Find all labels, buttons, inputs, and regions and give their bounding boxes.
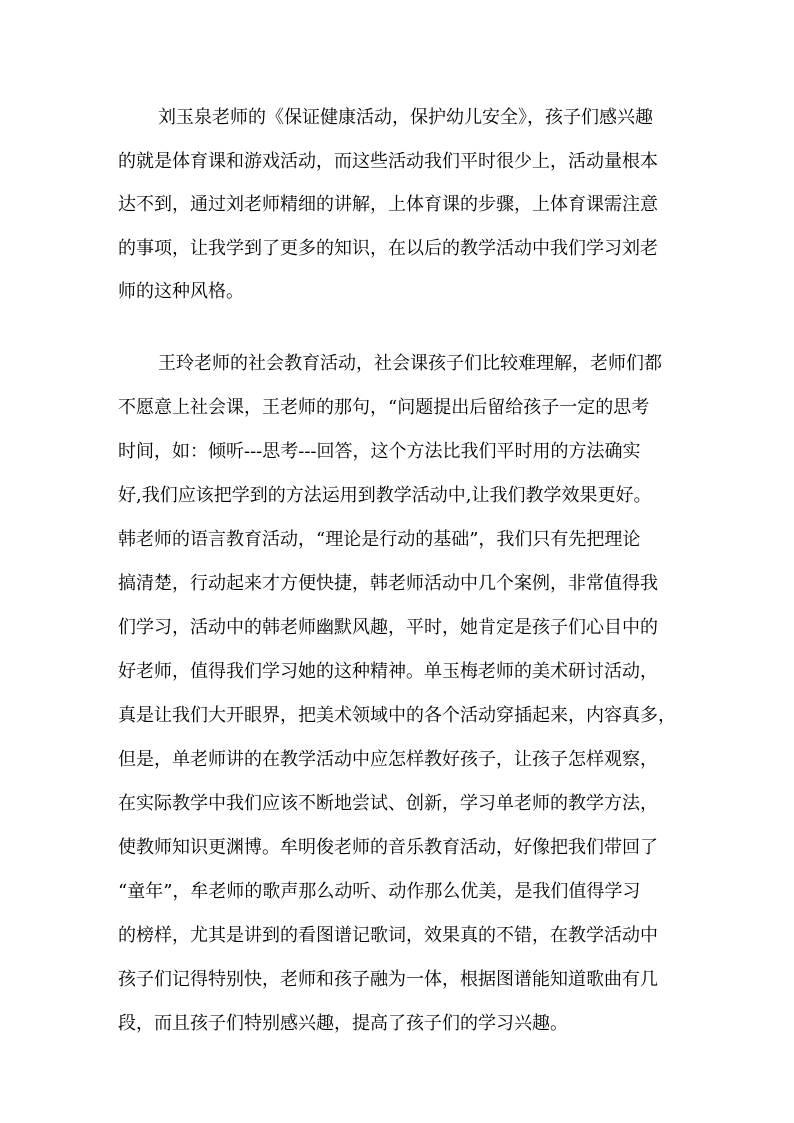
paragraph-2-line-4: 好,我们应该把学到的方法运用到教学活动中,让我们教学效果更好。 (118, 485, 652, 506)
paragraph-2-line-14: 的榜样，尤其是讲到的看图谱记歌词，效果真的不错，在教学活动中 (118, 925, 658, 946)
paragraph-2-line-1: 王玲老师的社会教育活动，社会课孩子们比较难理解，老师们都 (158, 353, 662, 374)
paragraph-2-line-11: 在实际教学中我们应该不断地尝试、创新，学习单老师的教学方法， (118, 793, 658, 814)
paragraph-2-line-15: 孩子们记得特别快，老师和孩子融为一体，根据图谱能知道歌曲有几 (118, 969, 658, 990)
paragraph-1-line-2: 的就是体育课和游戏活动，而这些活动我们平时很少上，活动量根本 (118, 151, 658, 172)
paragraph-2-line-9: 真是让我们大开眼界，把美术领域中的各个活动穿插起来，内容真多， (118, 705, 676, 726)
paragraph-2-line-12: 使教师知识更渊博。牟明俊老师的音乐教育活动，好像把我们带回了 (118, 837, 658, 858)
paragraph-1-line-3: 达不到，通过刘老师精细的讲解，上体育课的步骤，上体育课需注意 (118, 194, 658, 215)
paragraph-2-line-16: 段，而且孩子们特别感兴趣，提高了孩子们的学习兴趣。 (118, 1013, 568, 1034)
paragraph-2-line-2: 不愿意上社会课，王老师的那句，“问题提出后留给孩子一定的思考 (118, 397, 650, 418)
document-page (118, 0, 678, 1123)
paragraph-2-line-8: 好老师，值得我们学习她的这种精神。单玉梅老师的美术研讨活动， (118, 661, 658, 682)
paragraph-1-line-4: 的事项，让我学到了更多的知识，在以后的教学活动中我们学习刘老 (118, 238, 658, 259)
paragraph-2-line-7: 们学习，活动中的韩老师幽默风趣，平时，她肯定是孩子们心目中的 (118, 617, 658, 638)
paragraph-2-line-5: 韩老师的语言教育活动，“理论是行动的基础”，我们只有先把理论 (118, 529, 641, 550)
paragraph-1-line-1: 刘玉泉老师的《保证健康活动，保护幼儿安全》，孩子们感兴趣 (158, 107, 653, 128)
paragraph-2-line-3: 时间，如：倾听---思考---回答，这个方法比我们平时用的方法确实 (118, 441, 641, 462)
paragraph-1-line-5: 师的这种风格。 (118, 281, 244, 302)
paragraph-2-line-13: “童年”，牟老师的歌声那么动听、动作那么优美，是我们值得学习 (118, 881, 641, 902)
paragraph-2-line-10: 但是，单老师讲的在教学活动中应怎样教好孩子，让孩子怎样观察， (118, 749, 658, 770)
paragraph-2-line-6: 搞清楚，行动起来才方便快捷，韩老师活动中几个案例，非常值得我 (118, 573, 658, 594)
